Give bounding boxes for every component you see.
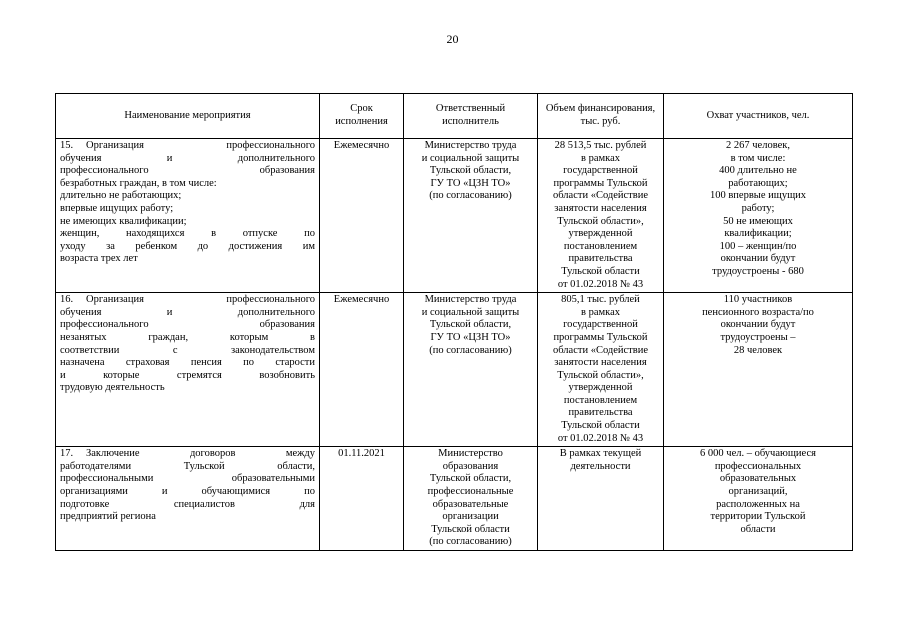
coverage-cell (664, 293, 853, 447)
activity-name-cell (56, 139, 320, 293)
financing-cell (538, 139, 664, 293)
coverage-line: трудоустроены - 680 (712, 265, 804, 277)
financing-line: от 01.02.2018 № 43 (557, 432, 644, 444)
page-number: 20 (446, 32, 459, 46)
executor-line: образовательные (432, 498, 509, 510)
executor-line: и социальной защиты (421, 152, 520, 164)
activity-name-line: организациями и обучающимися по (60, 486, 315, 498)
coverage-line: пенсионного возраста/по (702, 306, 814, 318)
executor-line: Министерство труда (424, 294, 517, 306)
row-number: 15. (60, 140, 74, 151)
activity-name-line: профессионального образования (60, 165, 315, 177)
activity-name-line: соответствии с законодательством (60, 344, 315, 356)
financing-cell (538, 293, 664, 447)
executor-line: Тульской области (431, 523, 510, 535)
executor-line: (по согласованию) (429, 190, 512, 202)
deadline-cell: Ежемесячно (320, 139, 404, 293)
coverage-line: организаций, (728, 486, 788, 498)
activity-name-line: Заключение договоров между (86, 448, 315, 460)
financing-line: постановлением (563, 394, 638, 406)
coverage-line: трудоустроены – (720, 331, 796, 343)
executor-line: профессиональные (427, 486, 514, 498)
executor-cell (404, 447, 538, 551)
financing-line: занятости населения (554, 357, 647, 369)
financing-line: 28 513,5 тыс. рублей (554, 140, 647, 151)
header-executor: Ответственный исполнитель (404, 94, 538, 139)
activity-name-line: и которые стремятся возобновить (60, 369, 315, 381)
coverage-line: 110 участников (723, 294, 793, 306)
financing-line: занятости населения (554, 202, 647, 214)
financing-line: в рамках (581, 306, 620, 318)
financing-line: Тульской области (561, 265, 640, 277)
executor-line: Тульской области, (429, 319, 512, 331)
coverage-line: 28 человек (733, 344, 783, 356)
financing-line: от 01.02.2018 № 43 (557, 278, 644, 290)
coverage-line: 100 – женщин/по (719, 240, 797, 252)
executor-cell (404, 139, 538, 293)
financing-line: В рамках текущей (559, 448, 642, 460)
activity-name-line: возраста трех лет (60, 253, 138, 265)
executor-line: Министерство труда (424, 140, 517, 151)
row-number: 17. (60, 448, 74, 460)
activity-name-line: трудовую деятельность (60, 382, 165, 394)
financing-line: Тульской области», (557, 369, 644, 381)
table-header-row (56, 94, 853, 139)
financing-line: программы Тульской (553, 331, 648, 343)
financing-line: утвержденной (568, 382, 633, 394)
executor-line: Тульской области, (429, 473, 512, 485)
activity-name-line: работодателями Тульской области, (60, 460, 315, 472)
financing-line: в рамках (581, 152, 620, 164)
coverage-line: в том числе: (730, 152, 786, 164)
activity-name-line: назначена страховая пенсия по старости (60, 357, 315, 369)
activity-name-line: не имеющих квалификации; (60, 215, 187, 227)
financing-line: программы Тульской (553, 177, 648, 189)
financing-line: 805,1 тыс. рублей (561, 294, 640, 306)
financing-cell (538, 447, 664, 551)
financing-line: правительства (568, 253, 633, 265)
coverage-line: территории Тульской (710, 511, 806, 523)
executor-line: Тульской области, (429, 165, 512, 177)
executor-line: ГУ ТО «ЦЗН ТО» (430, 177, 511, 189)
coverage-line: окончании будут (720, 319, 796, 331)
activity-name-line: обучения и дополнительного (60, 306, 315, 318)
activity-name-line: Организация профессионального (86, 140, 315, 151)
activity-name-line: обучения и дополнительного (60, 152, 315, 164)
financing-line: правительства (568, 407, 633, 419)
activities-table (55, 93, 853, 551)
coverage-line: 6 000 чел. – обучающиеся (700, 448, 816, 460)
deadline-cell: 01.11.2021 (320, 447, 404, 551)
executor-line: и социальной защиты (421, 306, 520, 318)
activity-name-line: профессиональными образовательными (60, 473, 315, 485)
header-activity-name: Наименование мероприятия (56, 94, 320, 139)
executor-line: (по согласованию) (429, 344, 512, 356)
financing-line: государственной (563, 319, 638, 331)
coverage-line: профессиональных (714, 460, 802, 472)
activity-name-line: незанятых граждан, которым в (60, 331, 315, 343)
table-body (56, 139, 853, 551)
coverage-line: расположенных на (716, 498, 800, 510)
activity-name-cell (56, 293, 320, 447)
coverage-line: окончании будут (720, 253, 796, 265)
coverage-line: 2 267 человек, (726, 140, 790, 151)
activity-name-line: безработных граждан, в том числе: (60, 177, 217, 189)
financing-line: области «Содействие (552, 344, 649, 356)
coverage-line: 400 длительно не (719, 165, 797, 177)
coverage-line: работу; (741, 202, 775, 214)
executor-line: (по согласованию) (429, 536, 512, 548)
coverage-cell (664, 447, 853, 551)
table-row (56, 139, 853, 293)
executor-line: образования (442, 460, 499, 472)
activity-name-line: женщин, находящихся в отпуске по (60, 228, 315, 240)
activity-name-line: предприятий региона (60, 511, 156, 523)
activity-name-line: длительно не работающих; (60, 190, 182, 202)
coverage-line: области (740, 523, 776, 535)
activity-name-line: впервые ищущих работу; (60, 202, 174, 214)
financing-line: Тульской области», (557, 215, 644, 227)
coverage-line: квалификации; (724, 228, 792, 240)
table-row (56, 293, 853, 447)
header-coverage: Охват участников, чел. (664, 94, 853, 139)
executor-line: ГУ ТО «ЦЗН ТО» (430, 331, 511, 343)
table-row (56, 447, 853, 551)
coverage-line: 50 не имеющих (723, 215, 793, 227)
header-deadline: Срок исполнения (320, 94, 404, 139)
financing-line: деятельности (570, 460, 631, 472)
executor-line: Министерство (438, 448, 503, 460)
financing-line: постановлением (563, 240, 638, 252)
deadline-cell: Ежемесячно (320, 293, 404, 447)
executor-cell (404, 293, 538, 447)
activity-name-line: профессионального образования (60, 319, 315, 331)
header-financing: Объем финансирования, тыс. руб. (538, 94, 664, 139)
executor-line: организации (442, 511, 499, 523)
coverage-cell (664, 139, 853, 293)
activity-name-line: Организация профессионального (86, 294, 315, 306)
financing-line: Тульской области (561, 420, 640, 432)
activity-name-line: подготовке специалистов для (60, 498, 315, 510)
activity-name-line: уходу за ребенком до достижения им (60, 240, 315, 252)
coverage-line: 100 впервые ищущих (709, 190, 807, 202)
row-number: 16. (60, 294, 74, 306)
financing-line: государственной (563, 165, 638, 177)
activity-name-cell (56, 447, 320, 551)
coverage-line: образовательных (719, 473, 797, 485)
financing-line: области «Содействие (552, 190, 649, 202)
coverage-line: работающих; (728, 177, 788, 189)
financing-line: утвержденной (568, 228, 633, 240)
